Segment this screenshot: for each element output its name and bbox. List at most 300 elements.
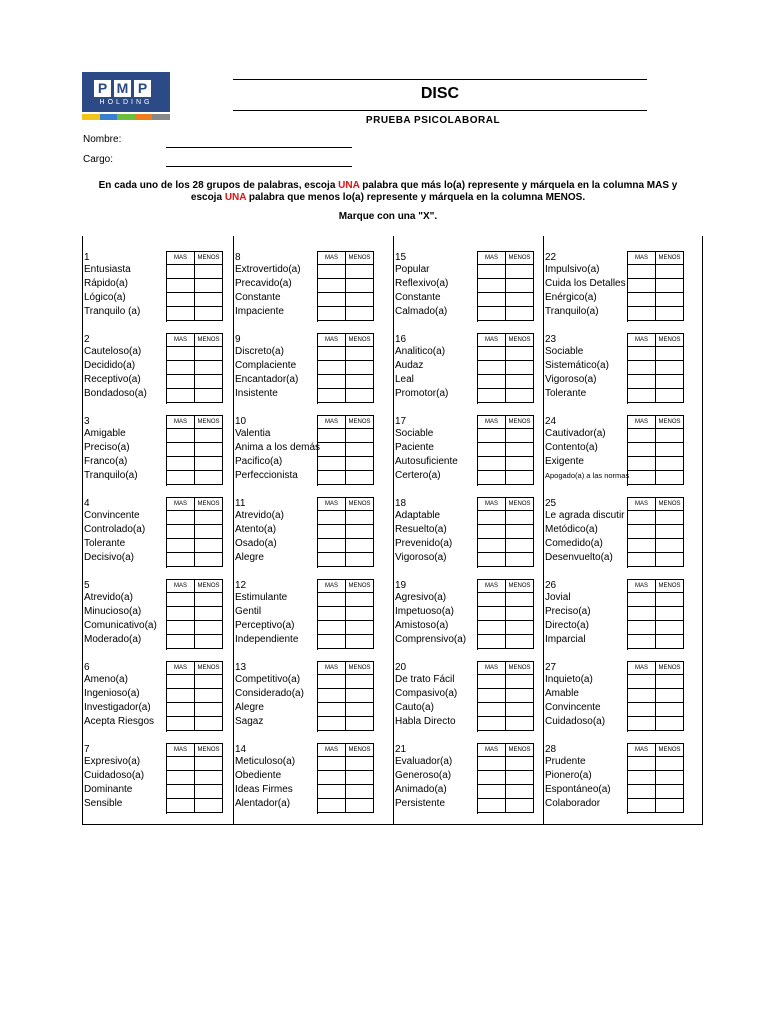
- menos-cell[interactable]: [506, 525, 534, 538]
- mas-cell[interactable]: [318, 553, 346, 566]
- mas-cell[interactable]: [318, 607, 346, 620]
- group-word: Expresivo(a): [84, 756, 141, 767]
- answer-header-row: [478, 744, 534, 757]
- menos-cell[interactable]: [656, 539, 684, 552]
- word-group: [83, 497, 223, 567]
- answer-row: [318, 553, 374, 567]
- menos-cell[interactable]: [656, 799, 684, 812]
- menos-cell[interactable]: [656, 771, 684, 784]
- menos-cell[interactable]: [346, 293, 374, 306]
- menos-cell[interactable]: [346, 607, 374, 620]
- menos-cell[interactable]: [346, 457, 374, 470]
- menos-cell[interactable]: [506, 307, 534, 320]
- mas-cell[interactable]: [478, 375, 506, 388]
- mas-cell[interactable]: [628, 593, 656, 606]
- mas-cell[interactable]: [478, 675, 506, 688]
- menos-cell[interactable]: [506, 511, 534, 524]
- nombre-label: Nombre:: [83, 134, 122, 145]
- menos-cell[interactable]: [195, 607, 223, 620]
- mas-cell[interactable]: [318, 593, 346, 606]
- menos-cell[interactable]: [506, 593, 534, 606]
- menos-cell[interactable]: [346, 375, 374, 388]
- menos-cell[interactable]: [346, 689, 374, 702]
- menos-cell[interactable]: [506, 703, 534, 716]
- answer-row: [318, 607, 374, 621]
- mas-cell[interactable]: [318, 471, 346, 484]
- mas-cell[interactable]: [628, 293, 656, 306]
- mas-column-header: MAS: [318, 744, 346, 756]
- menos-cell[interactable]: [346, 799, 374, 812]
- group-word: Certero(a): [395, 470, 441, 481]
- menos-cell[interactable]: [506, 361, 534, 374]
- group-word: Colaborador: [545, 798, 601, 809]
- mas-cell[interactable]: [628, 457, 656, 470]
- mas-cell[interactable]: [167, 389, 195, 402]
- mas-cell[interactable]: [478, 389, 506, 402]
- menos-cell[interactable]: [195, 375, 223, 388]
- mas-cell[interactable]: [628, 621, 656, 634]
- answer-row: [628, 429, 684, 443]
- cargo-field[interactable]: [166, 166, 352, 167]
- menos-column-header: MENOS: [506, 580, 534, 592]
- group-word: Amigable: [84, 428, 126, 439]
- mas-cell[interactable]: [628, 471, 656, 484]
- mas-cell[interactable]: [628, 525, 656, 538]
- menos-cell[interactable]: [656, 429, 684, 442]
- mas-cell[interactable]: [318, 785, 346, 798]
- answer-header-row: [167, 498, 223, 511]
- menos-cell[interactable]: [506, 689, 534, 702]
- answer-row: [167, 799, 223, 813]
- mas-cell[interactable]: [318, 389, 346, 402]
- mas-column-header: MAS: [478, 662, 506, 674]
- menos-cell[interactable]: [506, 785, 534, 798]
- mas-cell[interactable]: [167, 757, 195, 770]
- group-word: Tolerante: [545, 388, 587, 399]
- menos-cell[interactable]: [195, 717, 223, 730]
- menos-cell[interactable]: [656, 703, 684, 716]
- menos-cell[interactable]: [346, 443, 374, 456]
- mas-cell[interactable]: [478, 361, 506, 374]
- menos-cell[interactable]: [656, 553, 684, 566]
- mas-cell[interactable]: [628, 675, 656, 688]
- nombre-field[interactable]: [166, 147, 352, 148]
- mas-cell[interactable]: [318, 621, 346, 634]
- menos-cell[interactable]: [195, 525, 223, 538]
- group-word: Constante: [395, 292, 441, 303]
- mas-cell[interactable]: [628, 389, 656, 402]
- menos-cell[interactable]: [195, 703, 223, 716]
- menos-cell[interactable]: [346, 279, 374, 292]
- menos-cell[interactable]: [346, 635, 374, 648]
- answer-row: [318, 717, 374, 731]
- menos-cell[interactable]: [195, 621, 223, 634]
- mas-cell[interactable]: [478, 511, 506, 524]
- mas-cell[interactable]: [318, 361, 346, 374]
- menos-cell[interactable]: [346, 471, 374, 484]
- answer-row: [628, 293, 684, 307]
- menos-cell[interactable]: [346, 347, 374, 360]
- mas-cell[interactable]: [478, 553, 506, 566]
- logo-color-bar: [82, 114, 170, 120]
- mas-cell[interactable]: [167, 771, 195, 784]
- mas-cell[interactable]: [167, 717, 195, 730]
- answer-row: [167, 689, 223, 703]
- menos-cell[interactable]: [656, 457, 684, 470]
- answer-row: [318, 429, 374, 443]
- mas-cell[interactable]: [318, 443, 346, 456]
- menos-cell[interactable]: [506, 757, 534, 770]
- menos-cell[interactable]: [656, 785, 684, 798]
- menos-cell[interactable]: [656, 265, 684, 278]
- answer-cells: [317, 333, 374, 404]
- answer-row: [478, 607, 534, 621]
- group-word: Vigoroso(a): [395, 552, 447, 563]
- group-word: Cautivador(a): [545, 428, 606, 439]
- menos-cell[interactable]: [346, 757, 374, 770]
- mas-cell[interactable]: [478, 443, 506, 456]
- mas-cell[interactable]: [318, 279, 346, 292]
- mas-cell[interactable]: [167, 375, 195, 388]
- menos-cell[interactable]: [195, 457, 223, 470]
- menos-cell[interactable]: [656, 635, 684, 648]
- group-word: Adaptable: [395, 510, 441, 521]
- mas-cell[interactable]: [478, 429, 506, 442]
- mas-cell[interactable]: [628, 771, 656, 784]
- group-word: Cuidadoso(a): [84, 770, 145, 781]
- menos-cell[interactable]: [656, 347, 684, 360]
- menos-cell[interactable]: [346, 621, 374, 634]
- menos-cell[interactable]: [195, 539, 223, 552]
- mas-cell[interactable]: [628, 717, 656, 730]
- menos-cell[interactable]: [195, 785, 223, 798]
- mas-cell[interactable]: [478, 785, 506, 798]
- mas-cell[interactable]: [478, 621, 506, 634]
- mas-cell[interactable]: [167, 429, 195, 442]
- answer-row: [167, 375, 223, 389]
- answer-row: [478, 799, 534, 813]
- menos-cell[interactable]: [195, 265, 223, 278]
- mas-cell[interactable]: [167, 361, 195, 374]
- mas-cell[interactable]: [318, 799, 346, 812]
- answer-row: [167, 675, 223, 689]
- mas-cell[interactable]: [628, 635, 656, 648]
- menos-cell[interactable]: [656, 389, 684, 402]
- group-word: Lógico(a): [84, 292, 126, 303]
- word-group: [83, 333, 223, 403]
- menos-cell[interactable]: [346, 539, 374, 552]
- mas-cell[interactable]: [318, 375, 346, 388]
- menos-cell[interactable]: [506, 375, 534, 388]
- mas-cell[interactable]: [478, 635, 506, 648]
- mas-cell[interactable]: [167, 703, 195, 716]
- mas-cell[interactable]: [628, 511, 656, 524]
- menos-cell[interactable]: [656, 607, 684, 620]
- mas-cell[interactable]: [478, 347, 506, 360]
- mas-cell[interactable]: [318, 265, 346, 278]
- menos-cell[interactable]: [506, 539, 534, 552]
- word-group: [394, 415, 534, 485]
- menos-cell[interactable]: [346, 525, 374, 538]
- logo-letter: P: [94, 80, 111, 97]
- answer-header-row: [167, 744, 223, 757]
- mas-cell[interactable]: [167, 347, 195, 360]
- mas-cell[interactable]: [167, 553, 195, 566]
- mas-cell[interactable]: [167, 539, 195, 552]
- group-word: Apogado(a) a las normas: [545, 471, 630, 480]
- mas-cell[interactable]: [628, 361, 656, 374]
- mas-cell[interactable]: [167, 675, 195, 688]
- answer-row: [478, 717, 534, 731]
- mas-column-header: MAS: [167, 416, 195, 428]
- mas-cell[interactable]: [167, 279, 195, 292]
- mas-cell[interactable]: [478, 279, 506, 292]
- menos-cell[interactable]: [195, 593, 223, 606]
- mas-cell[interactable]: [318, 539, 346, 552]
- menos-cell[interactable]: [195, 361, 223, 374]
- menos-cell[interactable]: [656, 471, 684, 484]
- menos-cell[interactable]: [346, 389, 374, 402]
- menos-cell[interactable]: [195, 471, 223, 484]
- group-word: Pionero(a): [545, 770, 592, 781]
- mas-cell[interactable]: [318, 429, 346, 442]
- mas-cell[interactable]: [628, 689, 656, 702]
- word-group: [234, 661, 374, 731]
- mas-cell[interactable]: [318, 457, 346, 470]
- mas-cell[interactable]: [628, 429, 656, 442]
- menos-cell[interactable]: [656, 307, 684, 320]
- group-word: Exigente: [545, 456, 584, 467]
- mas-column-header: MAS: [628, 416, 656, 428]
- mas-cell[interactable]: [478, 757, 506, 770]
- answer-row: [478, 539, 534, 553]
- mas-cell[interactable]: [628, 785, 656, 798]
- menos-cell[interactable]: [506, 429, 534, 442]
- menos-cell[interactable]: [656, 443, 684, 456]
- mas-cell[interactable]: [167, 689, 195, 702]
- menos-cell[interactable]: [346, 771, 374, 784]
- answer-row: [628, 785, 684, 799]
- menos-cell[interactable]: [506, 771, 534, 784]
- menos-cell[interactable]: [506, 279, 534, 292]
- menos-cell[interactable]: [195, 635, 223, 648]
- mas-cell[interactable]: [478, 689, 506, 702]
- menos-cell[interactable]: [506, 293, 534, 306]
- mas-cell[interactable]: [478, 307, 506, 320]
- menos-cell[interactable]: [656, 375, 684, 388]
- menos-cell[interactable]: [506, 621, 534, 634]
- mas-cell[interactable]: [478, 703, 506, 716]
- menos-cell[interactable]: [506, 717, 534, 730]
- mas-cell[interactable]: [628, 443, 656, 456]
- menos-cell[interactable]: [195, 757, 223, 770]
- menos-cell[interactable]: [656, 361, 684, 374]
- menos-cell[interactable]: [346, 429, 374, 442]
- group-number: 18: [395, 498, 407, 509]
- answer-cells: [317, 661, 374, 732]
- group-number: 24: [545, 416, 557, 427]
- menos-cell[interactable]: [195, 771, 223, 784]
- answer-row: [318, 621, 374, 635]
- menos-column-header: MENOS: [656, 498, 684, 510]
- menos-column-header: MENOS: [506, 744, 534, 756]
- mas-cell[interactable]: [478, 471, 506, 484]
- answer-header-row: [478, 580, 534, 593]
- answer-header-row: [167, 662, 223, 675]
- mas-cell[interactable]: [628, 553, 656, 566]
- mas-cell[interactable]: [628, 757, 656, 770]
- menos-cell[interactable]: [506, 443, 534, 456]
- mas-cell[interactable]: [318, 307, 346, 320]
- group-word: Agresivo(a): [395, 592, 447, 603]
- menos-cell[interactable]: [346, 511, 374, 524]
- menos-cell[interactable]: [195, 279, 223, 292]
- menos-cell[interactable]: [195, 389, 223, 402]
- group-word: Preciso(a): [545, 606, 591, 617]
- menos-cell[interactable]: [656, 511, 684, 524]
- answer-cells: [627, 333, 684, 404]
- group-number: 10: [235, 416, 247, 427]
- menos-cell[interactable]: [656, 525, 684, 538]
- group-number: 17: [395, 416, 407, 427]
- menos-cell[interactable]: [346, 675, 374, 688]
- menos-cell[interactable]: [195, 511, 223, 524]
- mas-cell[interactable]: [478, 771, 506, 784]
- menos-cell[interactable]: [506, 799, 534, 812]
- mas-cell[interactable]: [318, 293, 346, 306]
- mas-cell[interactable]: [167, 607, 195, 620]
- menos-cell[interactable]: [346, 717, 374, 730]
- mas-cell[interactable]: [167, 799, 195, 812]
- mas-cell[interactable]: [318, 757, 346, 770]
- menos-cell[interactable]: [506, 675, 534, 688]
- menos-cell[interactable]: [506, 347, 534, 360]
- mas-cell[interactable]: [318, 703, 346, 716]
- menos-cell[interactable]: [346, 265, 374, 278]
- menos-cell[interactable]: [346, 785, 374, 798]
- menos-cell[interactable]: [656, 593, 684, 606]
- menos-cell[interactable]: [195, 675, 223, 688]
- answer-cells: [166, 497, 223, 568]
- mas-cell[interactable]: [628, 375, 656, 388]
- mas-column-header: MAS: [318, 252, 346, 264]
- menos-cell[interactable]: [346, 593, 374, 606]
- mas-cell[interactable]: [167, 293, 195, 306]
- mas-cell[interactable]: [167, 593, 195, 606]
- menos-cell[interactable]: [195, 443, 223, 456]
- mas-cell[interactable]: [167, 511, 195, 524]
- mas-cell[interactable]: [167, 443, 195, 456]
- mas-cell[interactable]: [318, 689, 346, 702]
- mas-cell[interactable]: [628, 347, 656, 360]
- group-number: 28: [545, 744, 557, 755]
- menos-cell[interactable]: [506, 265, 534, 278]
- mas-cell[interactable]: [318, 347, 346, 360]
- mas-cell[interactable]: [167, 525, 195, 538]
- mas-cell[interactable]: [318, 511, 346, 524]
- mas-cell[interactable]: [167, 635, 195, 648]
- menos-cell[interactable]: [506, 471, 534, 484]
- menos-cell[interactable]: [346, 307, 374, 320]
- menos-cell[interactable]: [656, 621, 684, 634]
- mas-cell[interactable]: [318, 525, 346, 538]
- group-word: Autosuficiente: [395, 456, 458, 467]
- menos-cell[interactable]: [195, 689, 223, 702]
- mas-cell[interactable]: [628, 607, 656, 620]
- mas-cell[interactable]: [167, 265, 195, 278]
- group-word: Atrevido(a): [235, 510, 284, 521]
- group-word: Competitivo(a): [235, 674, 301, 685]
- group-word: Contento(a): [545, 442, 598, 453]
- menos-cell[interactable]: [656, 757, 684, 770]
- instructions-text: palabra que menos lo(a) represente y márquela en la columna MENOS.: [246, 192, 586, 203]
- menos-cell[interactable]: [346, 361, 374, 374]
- mas-cell[interactable]: [478, 525, 506, 538]
- menos-cell[interactable]: [506, 635, 534, 648]
- mas-cell[interactable]: [628, 799, 656, 812]
- mas-cell[interactable]: [167, 621, 195, 634]
- mas-cell[interactable]: [478, 593, 506, 606]
- menos-cell[interactable]: [195, 307, 223, 320]
- menos-cell[interactable]: [195, 429, 223, 442]
- mas-cell[interactable]: [628, 703, 656, 716]
- mas-cell[interactable]: [318, 675, 346, 688]
- mas-cell[interactable]: [628, 279, 656, 292]
- mas-cell[interactable]: [167, 471, 195, 484]
- mas-cell[interactable]: [478, 799, 506, 812]
- mas-cell[interactable]: [628, 307, 656, 320]
- menos-cell[interactable]: [506, 607, 534, 620]
- mas-cell[interactable]: [318, 717, 346, 730]
- mas-cell[interactable]: [318, 635, 346, 648]
- mas-cell[interactable]: [478, 293, 506, 306]
- menos-cell[interactable]: [656, 293, 684, 306]
- logo-bar-segment: [117, 114, 135, 120]
- group-word: Impulsivo(a): [545, 264, 600, 275]
- mas-cell[interactable]: [167, 307, 195, 320]
- mas-cell[interactable]: [318, 771, 346, 784]
- menos-cell[interactable]: [195, 799, 223, 812]
- mas-cell[interactable]: [478, 457, 506, 470]
- group-word: Sistemático(a): [545, 360, 609, 371]
- mas-cell[interactable]: [167, 457, 195, 470]
- menos-cell[interactable]: [346, 703, 374, 716]
- menos-cell[interactable]: [656, 279, 684, 292]
- mas-cell[interactable]: [478, 717, 506, 730]
- group-word: Franco(a): [84, 456, 128, 467]
- mas-column-header: MAS: [478, 580, 506, 592]
- menos-cell[interactable]: [506, 389, 534, 402]
- mas-cell[interactable]: [628, 539, 656, 552]
- menos-cell[interactable]: [506, 553, 534, 566]
- answer-header-row: [318, 252, 374, 265]
- mas-cell[interactable]: [478, 607, 506, 620]
- menos-cell[interactable]: [195, 293, 223, 306]
- menos-cell[interactable]: [195, 347, 223, 360]
- menos-cell[interactable]: [656, 675, 684, 688]
- menos-cell[interactable]: [656, 689, 684, 702]
- mas-cell[interactable]: [478, 539, 506, 552]
- mas-cell[interactable]: [478, 265, 506, 278]
- menos-cell[interactable]: [195, 553, 223, 566]
- mas-column-header: MAS: [628, 662, 656, 674]
- group-word: Cuidadoso(a): [545, 716, 606, 727]
- menos-cell[interactable]: [346, 553, 374, 566]
- mas-cell[interactable]: [167, 785, 195, 798]
- menos-cell[interactable]: [506, 457, 534, 470]
- mas-cell[interactable]: [628, 265, 656, 278]
- menos-cell[interactable]: [656, 717, 684, 730]
